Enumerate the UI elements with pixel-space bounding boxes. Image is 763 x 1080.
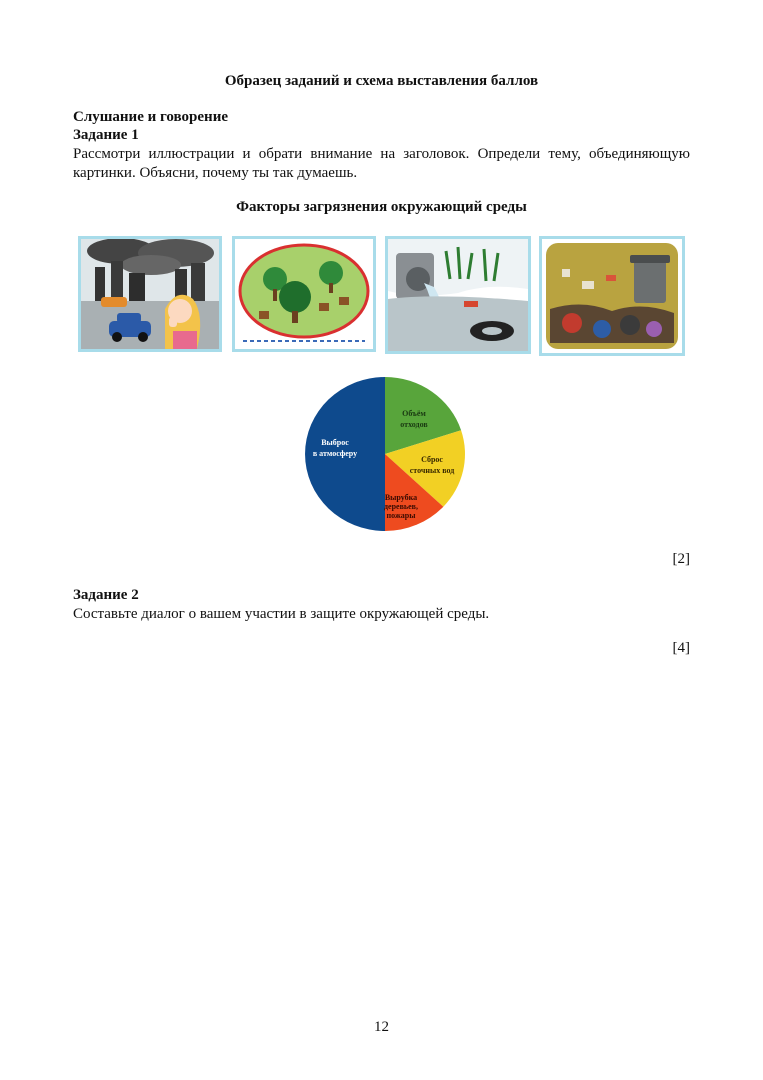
section-title: Слушание и говорение [73,109,229,125]
smog-city-icon [78,236,222,352]
task-1-text [73,145,690,183]
task-1-score: [2] [672,551,690,567]
label-waste-2: отходов [400,420,428,429]
label-atmosphere-2: в атмосферу [312,449,358,458]
label-waste-1: Объём [402,409,426,418]
page-title: Образец заданий и схема выставления баллов [224,73,539,89]
illustration-subtitle: Факторы загрязнения окружающий среды [236,199,527,215]
label-wastewater-2: сточных вод [409,466,455,475]
label-atmosphere-1: Выброс [321,438,349,447]
task-1-title: Задание 1 [73,127,139,143]
task-2-title: Задание 2 [73,587,139,603]
label-deforestation-1: Вырубка [384,493,418,502]
label-deforestation-2: деревьев, [383,502,419,511]
garbage-dump-icon [539,236,685,356]
sewage-water-icon [385,236,531,354]
task-1-text-line-2: картинки. Объясни, почему ты так думаешь. [73,165,358,181]
page-number: 12 [374,1019,389,1035]
task-2-text: Составьте диалог о вашем участии в защите окружающей среды. [73,606,490,622]
task-1-text-line-1: Рассмотри иллюстрации и обрати внимание на заголовок. Определи тему, объединяющую [73,146,690,162]
label-deforestation-3: пожары [386,511,416,520]
pie-chart [295,372,475,537]
task-2-score: [4] [672,640,690,656]
label-wastewater-1: Сброс [421,455,443,464]
deforestation-icon [232,236,376,352]
